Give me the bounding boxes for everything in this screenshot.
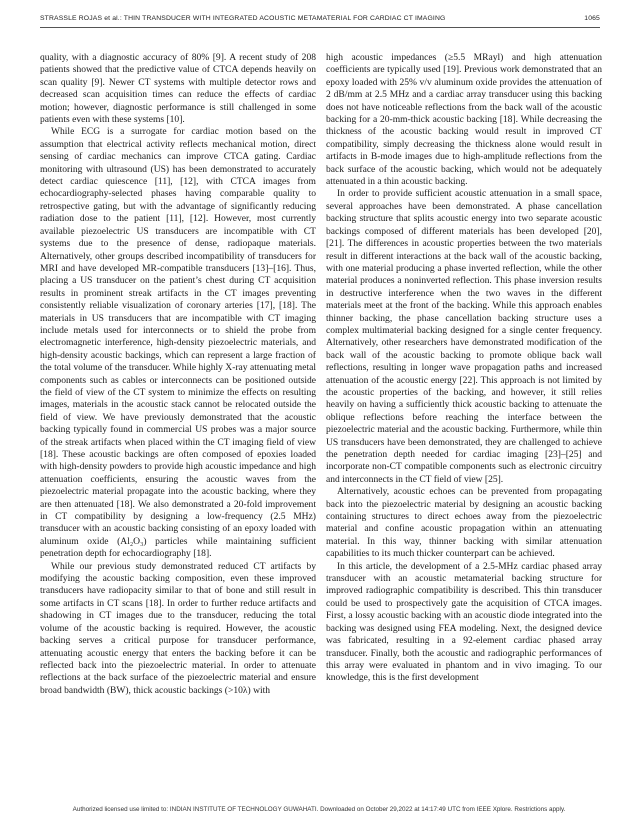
header-rule bbox=[40, 27, 600, 28]
right-column bbox=[326, 52, 602, 685]
running-header bbox=[40, 10, 600, 26]
paragraph: In order to provide sufficient acoustic attenuation in a small space, several approaches have been demonstrated. A phase cancellation backing structure that splits acoustic energy into two separate acoustic backings composed of different materials has been developed [20], [21]. The differences in acoustic properties between the two materials result in different interactions at the back wall of the acoustic backing, with one material producing a phase inverted reflection, while the other material produces a noninverted reflection. This phase inversion results in destructive interference when the two waves in the different materials meet at the front of the backing. While this approach enables thinner backing, the phase cancellation backing structure uses a complex multimaterial backing designed for a single center frequency. Alternatively, other researchers have demonstrated modification of the back wall of the acoustic backing to promote oblique back wall reflections, resulting in longer wave propagation paths and increased attenuation of the acoustic energy [22]. This approach is not limited by the acoustic properties of the backing, and however, it still relies heavily on having a sufficiently thick acoustic backing to attenuate the oblique reflections before reaching the interface between the piezoelectric material and the acoustic backing. Furthermore, while thin US transducers have been demonstrated, they are challenged to achieve the penetration depth needed for cardiac imaging [23]–[25] and incorporate non-CT compatible components such as electronic circuitry and interconnects in the CT field of view [25]. bbox=[326, 188, 602, 485]
left-column bbox=[40, 52, 316, 697]
paragraph: In this article, the development of a 2.5-MHz cardiac phased array transducer with an acoustic metamaterial backing structure for improved radiographic compatibility is described. This thin transducer could be used to prospectively gate the acquisition of CTCA images. First, a lossy acoustic backing with an acoustic diode integrated into the backing was designed using FEA modeling. Next, the designed device was fabricated, resulting in a 92-element cardiac phased array transducer. Finally, both the acoustic and radiographic performances of this array were evaluated in phantom and in vivo imaging. To our knowledge, this is the first development bbox=[326, 560, 602, 684]
paragraph: quality, with a diagnostic accuracy of 80% [9]. A recent study of 208 patients showed that the predictive value of CTCA depends heavily on scan quality [9]. Newer CT systems with multiple detector rows and decreased scan acquisition times can reduce the effects of cardiac motion; however, diagnostic performance is still challenged in some patients even with these systems [10]. bbox=[40, 52, 316, 126]
paragraph: While ECG is a surrogate for cardiac motion based on the assumption that electrical activity reflects mechanical motion, direct sensing of cardiac mechanics can improve CTCA gating. Cardiac monitoring with ultrasound (US) has been demonstrated to accurately detect cardiac quiescence [11], [12], with CTCA images from echocardiography-selected phases having comparable quality to retrospective gating, but with the advantage of significantly reducing radiation dose to the patient [11], [12]. However, most currently available piezoelectric US transducers are incompatible with CT systems due to the presence of dense, radiopaque materials. Alternatively, other groups described incompatibility of transducers for MRI and have developed MR-compatible transducers [13]–[16]. Thus, placing a US transducer on the patient’s chest during CT acquisition results in prominent streak artifacts in the CT images preventing consistently reliable visualization of coronary arteries [17], [18]. The materials in US transducers that are incompatible with CT imaging include metals used for interconnects or to shield the probe from electromagnetic interference, high-density piezoelectric materials, and high-density acoustic backings, which can represent a large fraction of the total volume of the transducer. While highly X-ray attenuating metal components such as cables or interconnects can be positioned outside the field of view of the CT system to minimize the effects on resulting images, materials in the acoustic stack cannot be relocated outside the field of view. We have previously demonstrated that the acoustic backing typically found in commercial US probes was a major source of the streak artifacts when placed within the CT imaging field of view [18]. These acoustic backings are often composed of epoxies loaded with high-density powders to provide high acoustic impedance and high attenuation coefficients, ensuring the acoustic waves from the piezoelectric material propagate into the acoustic backing, where they are then attenuated [18]. We also demonstrated a 20-fold improvement in CT compatibility by designing a low-frequency (2.5 MHz) transducer with an acoustic backing consisting of an epoxy loaded with aluminum oxide (Al₂O₃) particles while maintaining sufficient penetration depth for echocardiography [18]. bbox=[40, 126, 316, 560]
paragraph: Alternatively, acoustic echoes can be prevented from propagating back into the piezoelectric material by designing an acoustic backing containing structures to direct echoes away from the piezoelectric material and confine acoustic propagation within an attenuating material. In this way, thinner backing with similar attenuation capabilities to its much thicker counterpart can be achieved. bbox=[326, 486, 602, 560]
page-number: 1065 bbox=[584, 14, 600, 22]
paragraph: While our previous study demonstrated reduced CT artifacts by modifying the acoustic backing composition, even these improved transducers have radiopacity similar to that of bone and still result in some artifacts in CT scans [18]. In order to further reduce artifacts and shadowing in CT images due to the transducer, reducing the total volume of the acoustic backing is required. However, the acoustic backing serves a critical purpose for transducer performance, attenuating acoustic energy that enters the backing before it can be reflected back into the piezoelectric material. In order to attenuate reflections at the back surface of the piezoelectric material and ensure broad bandwidth (BW), thick acoustic backings (>10λ) with bbox=[40, 560, 316, 696]
paragraph: high acoustic impedances (≥5.5 MRayl) and high attenuation coefficients are typically used [19]. Previous work demonstrated that an epoxy loaded with 25% v/v aluminum oxide provides the attenuation of 2 dB/mm at 2.5 MHz and a cardiac array transducer using this backing does not have noticeable reflections from the back wall of the acoustic backing for a 20-mm-thick acoustic backing [18]. While decreasing the thickness of the acoustic backing would result in improved CT compatibility, simply decreasing the thickness alone would result in artifacts in B-mode images due to high-amplitude reflections from the back surface of the acoustic backing, which would not be adequately attenuated in a thin acoustic backing. bbox=[326, 52, 602, 188]
running-title: STRASSLE ROJAS et al.: THIN TRANSDUCER WITH INTEGRATED ACOUSTIC METAMATERIAL FOR CARDIAC CT IMAGING bbox=[40, 14, 446, 22]
license-footer: Authorized licensed use limited to: INDIAN INSTITUTE OF TECHNOLOGY GUWAHATI. Downloaded on October 29,2022 at 14:17:49 UTC from IEEE Xplore. Restrictions apply. bbox=[72, 806, 566, 813]
